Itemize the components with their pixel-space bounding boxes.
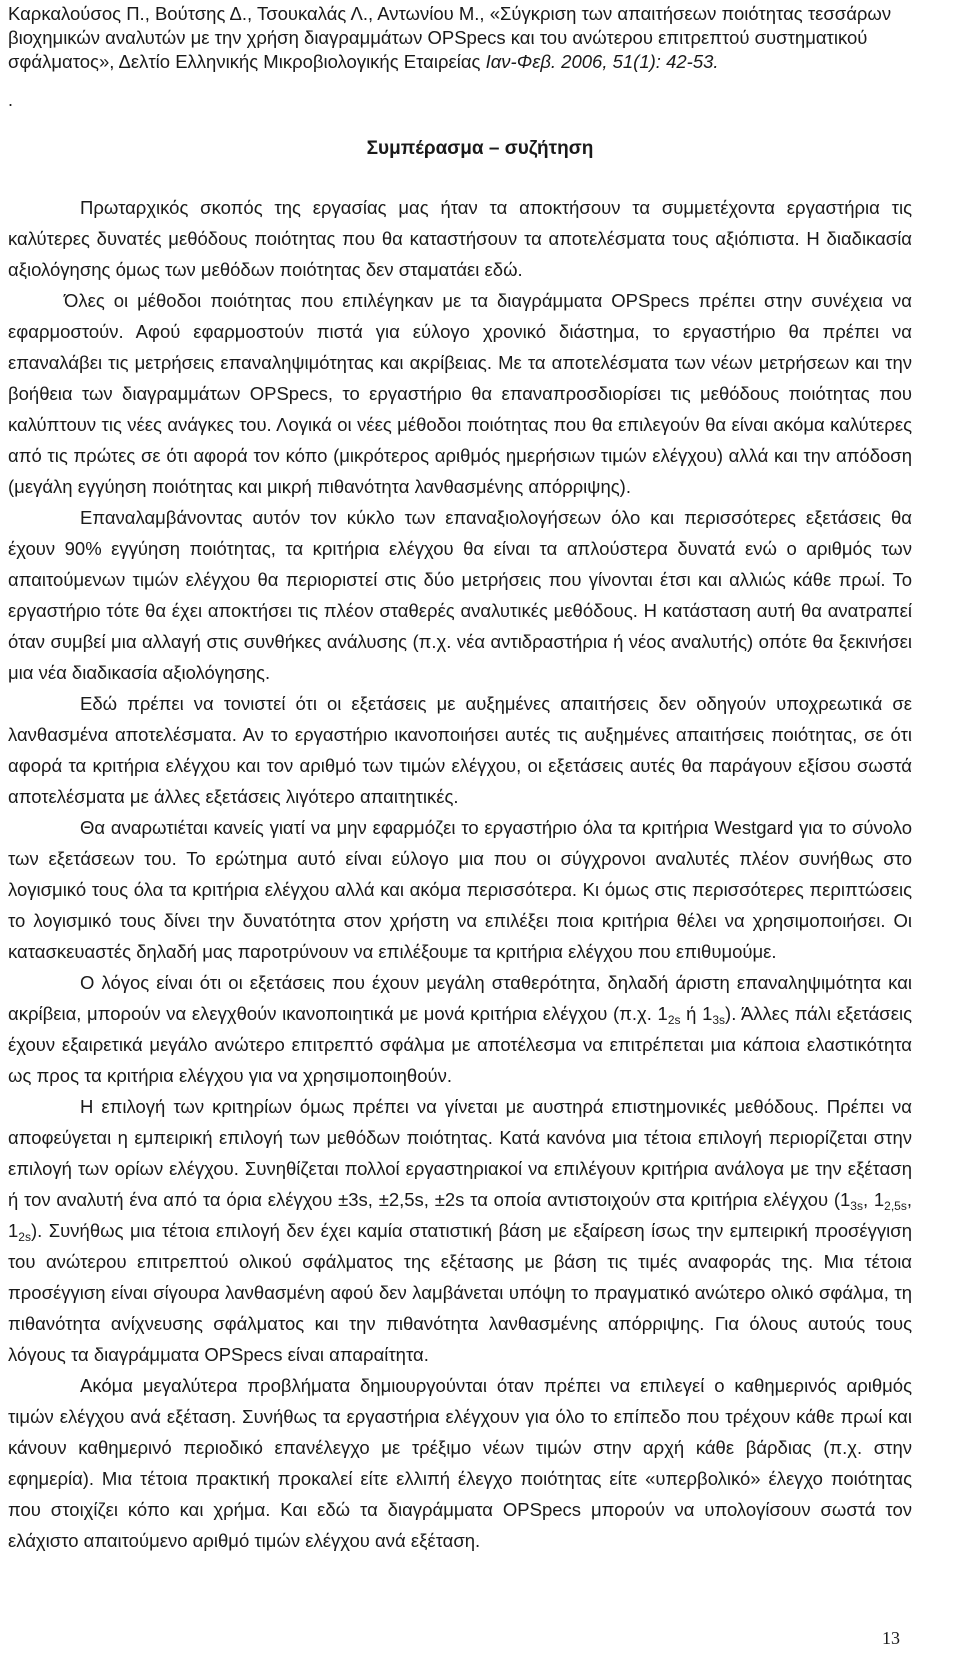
paragraph-2 [8,285,912,502]
paragraph-1 [8,192,912,285]
page-number: 13 [882,1628,900,1648]
paragraph-6-text-c: ). Άλλες πάλι εξετάσεις έχουν εξαιρετικά μεγάλο ανώτερο επιτρεπτό σφάλμα με αποτέλεσμα να επιτρέπεται μια κάποια ελαστικότητα ως προς τα κριτήρια ελέγχου για να χρησιμοποιηθούν. [8,1003,913,1086]
paragraph-7-text-a: Η επιλογή των κριτηρίων όμως πρέπει να γίνεται με αυστηρά επιστημονικές μεθόδους. Πρέπει να αποφεύγεται η εμπειρική επιλογή των μεθόδων ποιότητας. Κατά κανόνα μια τέτοια επιλογή περιορίζεται στην επιλογή των ορίων ελέγχου. Συνηθίζεται πολλοί εργαστηριακοί να επιλέγουν κριτήρια ανάλογα με την εξέταση ή τον αναλυτή ένα από τα όρια ελέγχου ±3s, ±2,5s, ±2s τα οποία αντιστοιχούν στα κριτήρια ελέγχου (1 [8,1096,912,1210]
paragraph-3-text: Επαναλαμβάνοντας αυτόν τον κύκλο των επαναξιολογήσεων όλο και περισσότερες εξετάσεις θα έχουν 90% εγγύηση ποιότητας, τα κριτήρια ελέγχου θα είναι τα απλούστερα δυνατά ενώ ο αριθμός των απαιτούμενων τιμών ελέγχου θα περιοριστεί στις δύο μετρήσεις που γίνονται έτσι και αλλιώς κάθε πρωί. Το εργαστήριο τότε θα έχει αποκτήσει τις πλέον σταθερές αναλυτικές μεθόδους. Η κατάσταση αυτή θα ανατραπεί όταν συμβεί μια αλλαγή στις συνθήκες ανάλυσης (π.χ. νέα αντιδραστήρια ή νέος αναλυτής) οπότε θα ξεκινήσει μια νέα διαδικασία αξιολόγησης. [8,507,912,683]
citation-text: Καρκαλούσος Π., Βούτσης Δ., Τσουκαλάς Λ., Αντωνίου Μ., «Σύγκριση των απαιτήσεων ποιότητας τεσσάρων βιοχημικών αναλυτών με την χρήση διαγραμμάτων OPSpecs και του ανώτερου επιτρεπτού συστηματικού σφάλματος», Δελτίο Ελληνικής Μικροβιολογικής Εταιρείας [8,3,892,72]
paragraph-6-text-b: ή 1 [680,1003,713,1024]
section-heading: Συμπέρασμα – συζήτηση [366,138,594,159]
subscript: 3s [712,1013,726,1027]
citation-journal: Ιαν-Φεβ. 2006, 51(1): 42-53. [485,51,719,72]
paragraph-7-text-b: , 1 [862,1189,885,1210]
subscript: 2,5s [884,1199,907,1213]
paragraph-5-text: Θα αναρωτιέται κανείς γιατί να μην εφαρμόζει το εργαστήριο όλα τα κριτήρια Westgard για το σύνολο των εξετάσεων του. Το ερώτημα αυτό είναι εύλογο μια που οι σύγχρονοι αναλυτές πλέον συνήθως στο λογισμικό τους όλα τα κριτήρια ελέγχου αλλά και ακόμα περισσότερα. Κι όμως στις περισσότερες περιπτώσεις το λογισμικό τους δίνει την δυνατότητα στον χρήστη να επιλέξει ποια κριτήρια θέλει να χρησιμοποιήσει. Οι κατασκευαστές δηλαδή μας παροτρύνουν να επιλέξουμε τα κριτήρια ελέγχου που επιθυμούμε. [8,817,912,962]
paragraph-3 [8,502,912,688]
paragraph-1-text: Πρωταρχικός σκοπός της εργασίας μας ήταν τα αποκτήσουν τα συμμετέχοντα εργαστήρια τις καλύτερες δυνατές μεθόδους ποιότητας που θα καταστήσουν τα αποτελέσματα τους αξιόπιστα. Η διαδικασία αξιολόγησης όμως των μεθόδων ποιότητας δεν σταματάει εδώ. [8,197,912,280]
paragraph-8 [8,1370,912,1556]
subscript: 3s [850,1199,863,1213]
paragraph-8-text: Ακόμα μεγαλύτερα προβλήματα δημιουργούνται όταν πρέπει να επιλεγεί ο καθημερινός αριθμός τιμών ελέγχου ανά εξέταση. Συνήθως τα εργαστήρια ελέγχουν για όλο το επίπεδο που τρέχουν κάθε πρωί και κάνουν καθημερινό περιοδικό επανέλεγχο με τρέξιμο νέων τιμών στην αρχή κάθε βάρδιας (π.χ. στην εφημερία). Μια τέτοια πρακτική προκαλεί είτε ελλιπή έλεγχο ποιότητας είτε «υπερβολικό» έλεγχο ποιότητας που στοιχίζει κόπο και χρήμα. Και εδώ τα διαγράμματα OPSpecs μπορούν να υπολογίσουν σωστά τον ελάχιστο απαιτούμενο αριθμό τιμών ελέγχου ανά εξέταση. [8,1375,912,1551]
paragraph-6-text-a: Ο λόγος είναι ότι οι εξετάσεις που έχουν μεγάλη σταθερότητα, δηλαδή άριστη επαναληψιμότητα και ακρίβεια, μπορούν να ελεγχθούν ικανοποιητικά με μονά κριτήρια ελέγχου (π.χ. 1 [8,972,912,1024]
paragraph-4-text: Εδώ πρέπει να τονιστεί ότι οι εξετάσεις με αυξημένες απαιτήσεις δεν οδηγούν υποχρεωτικά σε λανθασμένα αποτελέσματα. Αν το εργαστήριο ικανοποιήσει αυτές τις αυξημένες απαιτήσεις ποιότητας, σε ότι αφορά τα κριτήρια ελέγχου και τον αριθμό των τιμών ελέγχου, οι εξετάσεις αυτές θα παράγουν εξίσου σωστά αποτελέσματα με άλλες εξετάσεις λιγότερο απαιτητικές. [8,693,912,807]
section-body [8,192,912,1556]
paragraph-7-text-c: , 1 [8,1189,912,1241]
paragraph-4 [8,688,912,812]
paragraph-6 [8,967,912,1091]
paragraph-2-text: Όλες οι μέθοδοι ποιότητας που επιλέγηκαν με τα διαγράμματα OPSpecs πρέπει στην συνέχεια να εφαρμοστούν. Αφού εφαρμοστούν πιστά για εύλογο χρονικό διάστημα, το εργαστήριο θα πρέπει να επαναλάβει τις μετρήσεις επαναληψιμότητας και ακρίβειας. Με τα αποτελέσματα των νέων μετρήσεων και την βοήθεια των διαγραμμάτων OPSpecs, το εργαστήριο θα επαναπροσδιορίσει τις μεθόδους ποιότητας που καλύπτουν τις νέες ανάγκες του. Λογικά οι νέες μέθοδοι ποιότητας που θα επιλεγούν θα είναι ακόμα καλύτερες από τις πρώτες σε ότι αφορά τον κόπο (μικρότερος αριθμός ημερήσιων τιμών ελέγχου) αλλά και την απόδοση (μεγάλη εγγύηση ποιότητας και μικρή πιθανότητα λανθασμένης απόρριψης). [8,290,912,497]
stray-dot: . [8,90,14,110]
paragraph-7 [8,1091,912,1370]
subscript: 2s [667,1013,681,1027]
paragraph-7-text-d: ). Συνήθως μια τέτοια επιλογή δεν έχει καμία στατιστική βάση με εξαίρεση ίσως την εμπειρική προσέγγιση του ανώτερου επιτρεπτού ολικού σφάλματος της εξέτασης με βάση τις τιμές αναφοράς της. Μια τέτοια προσέγγιση είναι σίγουρα λανθασμένη αφού δεν λαμβάνεται υπόψη το πραγματικό ανώτερο ολικό σφάλμα, τη πιθανότητα ανίχνευσης σφάλματος και την πιθανότητα λανθασμένης απόρριψης. Για όλους αυτούς τους λόγους τα διαγράμματα OPSpecs είναι απαραίτητα. [8,1220,912,1365]
paragraph-5 [8,812,912,967]
subscript: 2s [18,1230,31,1244]
citation [8,2,908,74]
